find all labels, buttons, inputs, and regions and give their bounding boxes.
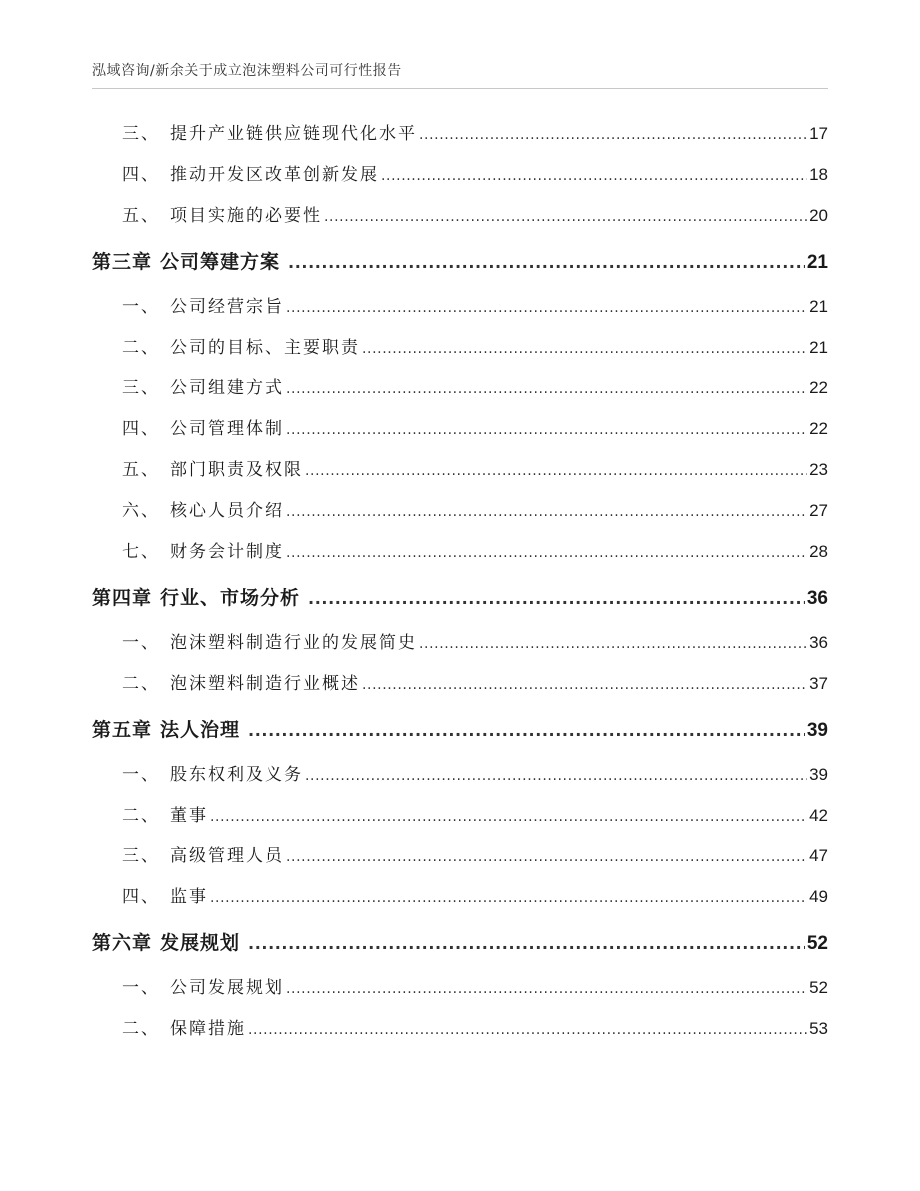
- toc-chapter-entry[interactable]: [92, 705, 828, 755]
- toc-entry-title: 泡沫塑料制造行业的发展简史: [170, 632, 417, 653]
- toc-entry-number: 二、: [122, 805, 160, 826]
- toc-entry[interactable]: [92, 755, 828, 796]
- toc-entry[interactable]: [92, 328, 828, 369]
- toc-chapter-page: 39: [806, 719, 828, 741]
- toc-entry[interactable]: [92, 877, 828, 918]
- toc-entry-number: 一、: [122, 632, 160, 653]
- toc-entry-title: 公司的目标、主要职责: [170, 337, 360, 358]
- toc-entry-number: 二、: [122, 337, 160, 358]
- toc-chapter-title: 发展规划: [160, 932, 241, 955]
- toc-entry-title: 推动开发区改革创新发展: [170, 164, 379, 185]
- toc-entry-page: 17: [809, 124, 828, 143]
- toc-entry-title: 泡沫塑料制造行业概述: [170, 673, 360, 694]
- toc-dot-leader: [210, 796, 807, 838]
- toc-entry[interactable]: [92, 450, 828, 491]
- toc-entry-number: 一、: [122, 978, 160, 999]
- toc-entry-page: 20: [809, 205, 828, 225]
- toc-entry-title: 保障措施: [170, 1019, 246, 1040]
- toc-entry-page: 21: [809, 296, 828, 316]
- toc-entry-title: 监事: [170, 887, 208, 908]
- toc-entry-title: 财务会计制度: [170, 542, 284, 563]
- toc-entry[interactable]: [92, 836, 828, 877]
- toc-dot-leader: [381, 155, 807, 197]
- toc-dot-leader: [362, 328, 807, 370]
- toc-dot-leader: [248, 705, 805, 756]
- toc-chapter-entry[interactable]: [92, 573, 828, 623]
- toc-chapter-number: 第五章: [92, 718, 153, 741]
- toc-entry-title: 股东权利及义务: [170, 764, 303, 785]
- toc-entry[interactable]: [92, 287, 828, 328]
- toc-entry-page: 22: [809, 378, 828, 398]
- toc-dot-leader: [419, 623, 807, 665]
- toc-entry-page: 52: [809, 978, 828, 998]
- toc-entry-number: 二、: [122, 1019, 160, 1040]
- toc-entry-page: 42: [809, 805, 828, 825]
- toc-entry[interactable]: [92, 409, 828, 450]
- toc-entry-number: 五、: [122, 205, 160, 226]
- toc-entry-title: 公司组建方式: [170, 378, 284, 399]
- toc-entry[interactable]: [92, 155, 828, 196]
- toc-entry-number: 四、: [122, 887, 160, 908]
- toc-entry[interactable]: [92, 623, 828, 664]
- toc-entry[interactable]: [92, 196, 828, 237]
- toc-entry-title: 高级管理人员: [170, 846, 284, 867]
- toc-dot-leader: [248, 1009, 807, 1051]
- toc-entry-number: 七、: [122, 542, 160, 563]
- toc-entry[interactable]: [92, 796, 828, 837]
- toc-entry-number: 一、: [122, 296, 160, 317]
- toc-dot-leader: [286, 532, 807, 574]
- toc-entry-title: 核心人员介绍: [170, 501, 284, 522]
- toc-entry-page: 36: [809, 632, 828, 652]
- toc-dot-leader: [362, 664, 807, 706]
- toc-entry-number: 四、: [122, 419, 160, 440]
- toc-chapter-page: 52: [806, 933, 828, 955]
- toc-dot-leader: [286, 287, 807, 329]
- toc-chapter-number: 第六章: [92, 932, 153, 955]
- toc-chapter-title: 公司筹建方案: [160, 250, 281, 273]
- toc-entry-number: 五、: [122, 460, 160, 481]
- toc-entry-page: 37: [809, 673, 828, 693]
- toc-dot-leader: [288, 237, 805, 288]
- toc-entry-title: 公司发展规划: [170, 978, 284, 999]
- toc-entry-title: 董事: [170, 805, 208, 826]
- toc-dot-leader: [286, 836, 807, 878]
- table-of-contents: [92, 114, 828, 1050]
- toc-entry-number: 三、: [122, 124, 160, 144]
- toc-entry-number: 三、: [122, 846, 160, 867]
- toc-entry-number: 四、: [122, 164, 160, 185]
- toc-entry-title: 公司经营宗旨: [170, 296, 284, 317]
- toc-chapter-entry[interactable]: [92, 237, 828, 287]
- toc-entry-title: 提升产业链供应链现代化水平: [170, 124, 417, 144]
- toc-entry[interactable]: [92, 368, 828, 409]
- toc-chapter-page: 21: [806, 251, 828, 273]
- toc-dot-leader: [286, 491, 807, 533]
- toc-entry-page: 21: [809, 337, 828, 357]
- toc-chapter-number: 第四章: [92, 586, 153, 609]
- toc-entry-page: 28: [809, 542, 828, 562]
- toc-entry-page: 27: [809, 501, 828, 521]
- toc-entry-number: 二、: [122, 673, 160, 694]
- toc-dot-leader: [286, 368, 807, 410]
- toc-chapter-page: 36: [806, 587, 828, 609]
- toc-chapter-title: 法人治理: [160, 718, 241, 741]
- toc-entry[interactable]: [92, 491, 828, 532]
- toc-dot-leader: [248, 918, 805, 969]
- toc-entry[interactable]: [92, 114, 828, 155]
- toc-entry-title: 项目实施的必要性: [170, 205, 322, 226]
- toc-entry-title: 部门职责及权限: [170, 460, 303, 481]
- toc-entry-page: 23: [809, 460, 828, 480]
- toc-entry-title: 公司管理体制: [170, 419, 284, 440]
- toc-chapter-number: 第三章: [92, 250, 153, 273]
- toc-entry-number: 一、: [122, 764, 160, 785]
- toc-dot-leader: [324, 196, 807, 238]
- toc-entry-page: 53: [809, 1019, 828, 1039]
- toc-dot-leader: [210, 877, 807, 919]
- toc-dot-leader: [286, 409, 807, 451]
- toc-entry-page: 39: [809, 764, 828, 784]
- toc-dot-leader: [286, 968, 807, 1010]
- toc-entry[interactable]: [92, 532, 828, 573]
- header-divider: [92, 88, 828, 89]
- toc-entry[interactable]: [92, 1009, 828, 1050]
- toc-entry[interactable]: [92, 664, 828, 705]
- toc-entry-page: 47: [809, 846, 828, 866]
- page-header: 泓域咨询/新余关于成立泡沫塑料公司可行性报告: [92, 63, 402, 79]
- toc-entry-page: 22: [809, 419, 828, 439]
- toc-dot-leader: [419, 114, 807, 156]
- toc-dot-leader: [305, 450, 807, 492]
- toc-dot-leader: [305, 755, 807, 797]
- toc-chapter-entry[interactable]: [92, 918, 828, 968]
- toc-entry-number: 六、: [122, 501, 160, 522]
- toc-entry-page: 49: [809, 887, 828, 907]
- toc-entry-page: 18: [809, 164, 828, 184]
- toc-chapter-title: 行业、市场分析: [160, 586, 301, 609]
- toc-dot-leader: [308, 573, 805, 624]
- toc-entry-number: 三、: [122, 378, 160, 399]
- toc-entry[interactable]: [92, 968, 828, 1009]
